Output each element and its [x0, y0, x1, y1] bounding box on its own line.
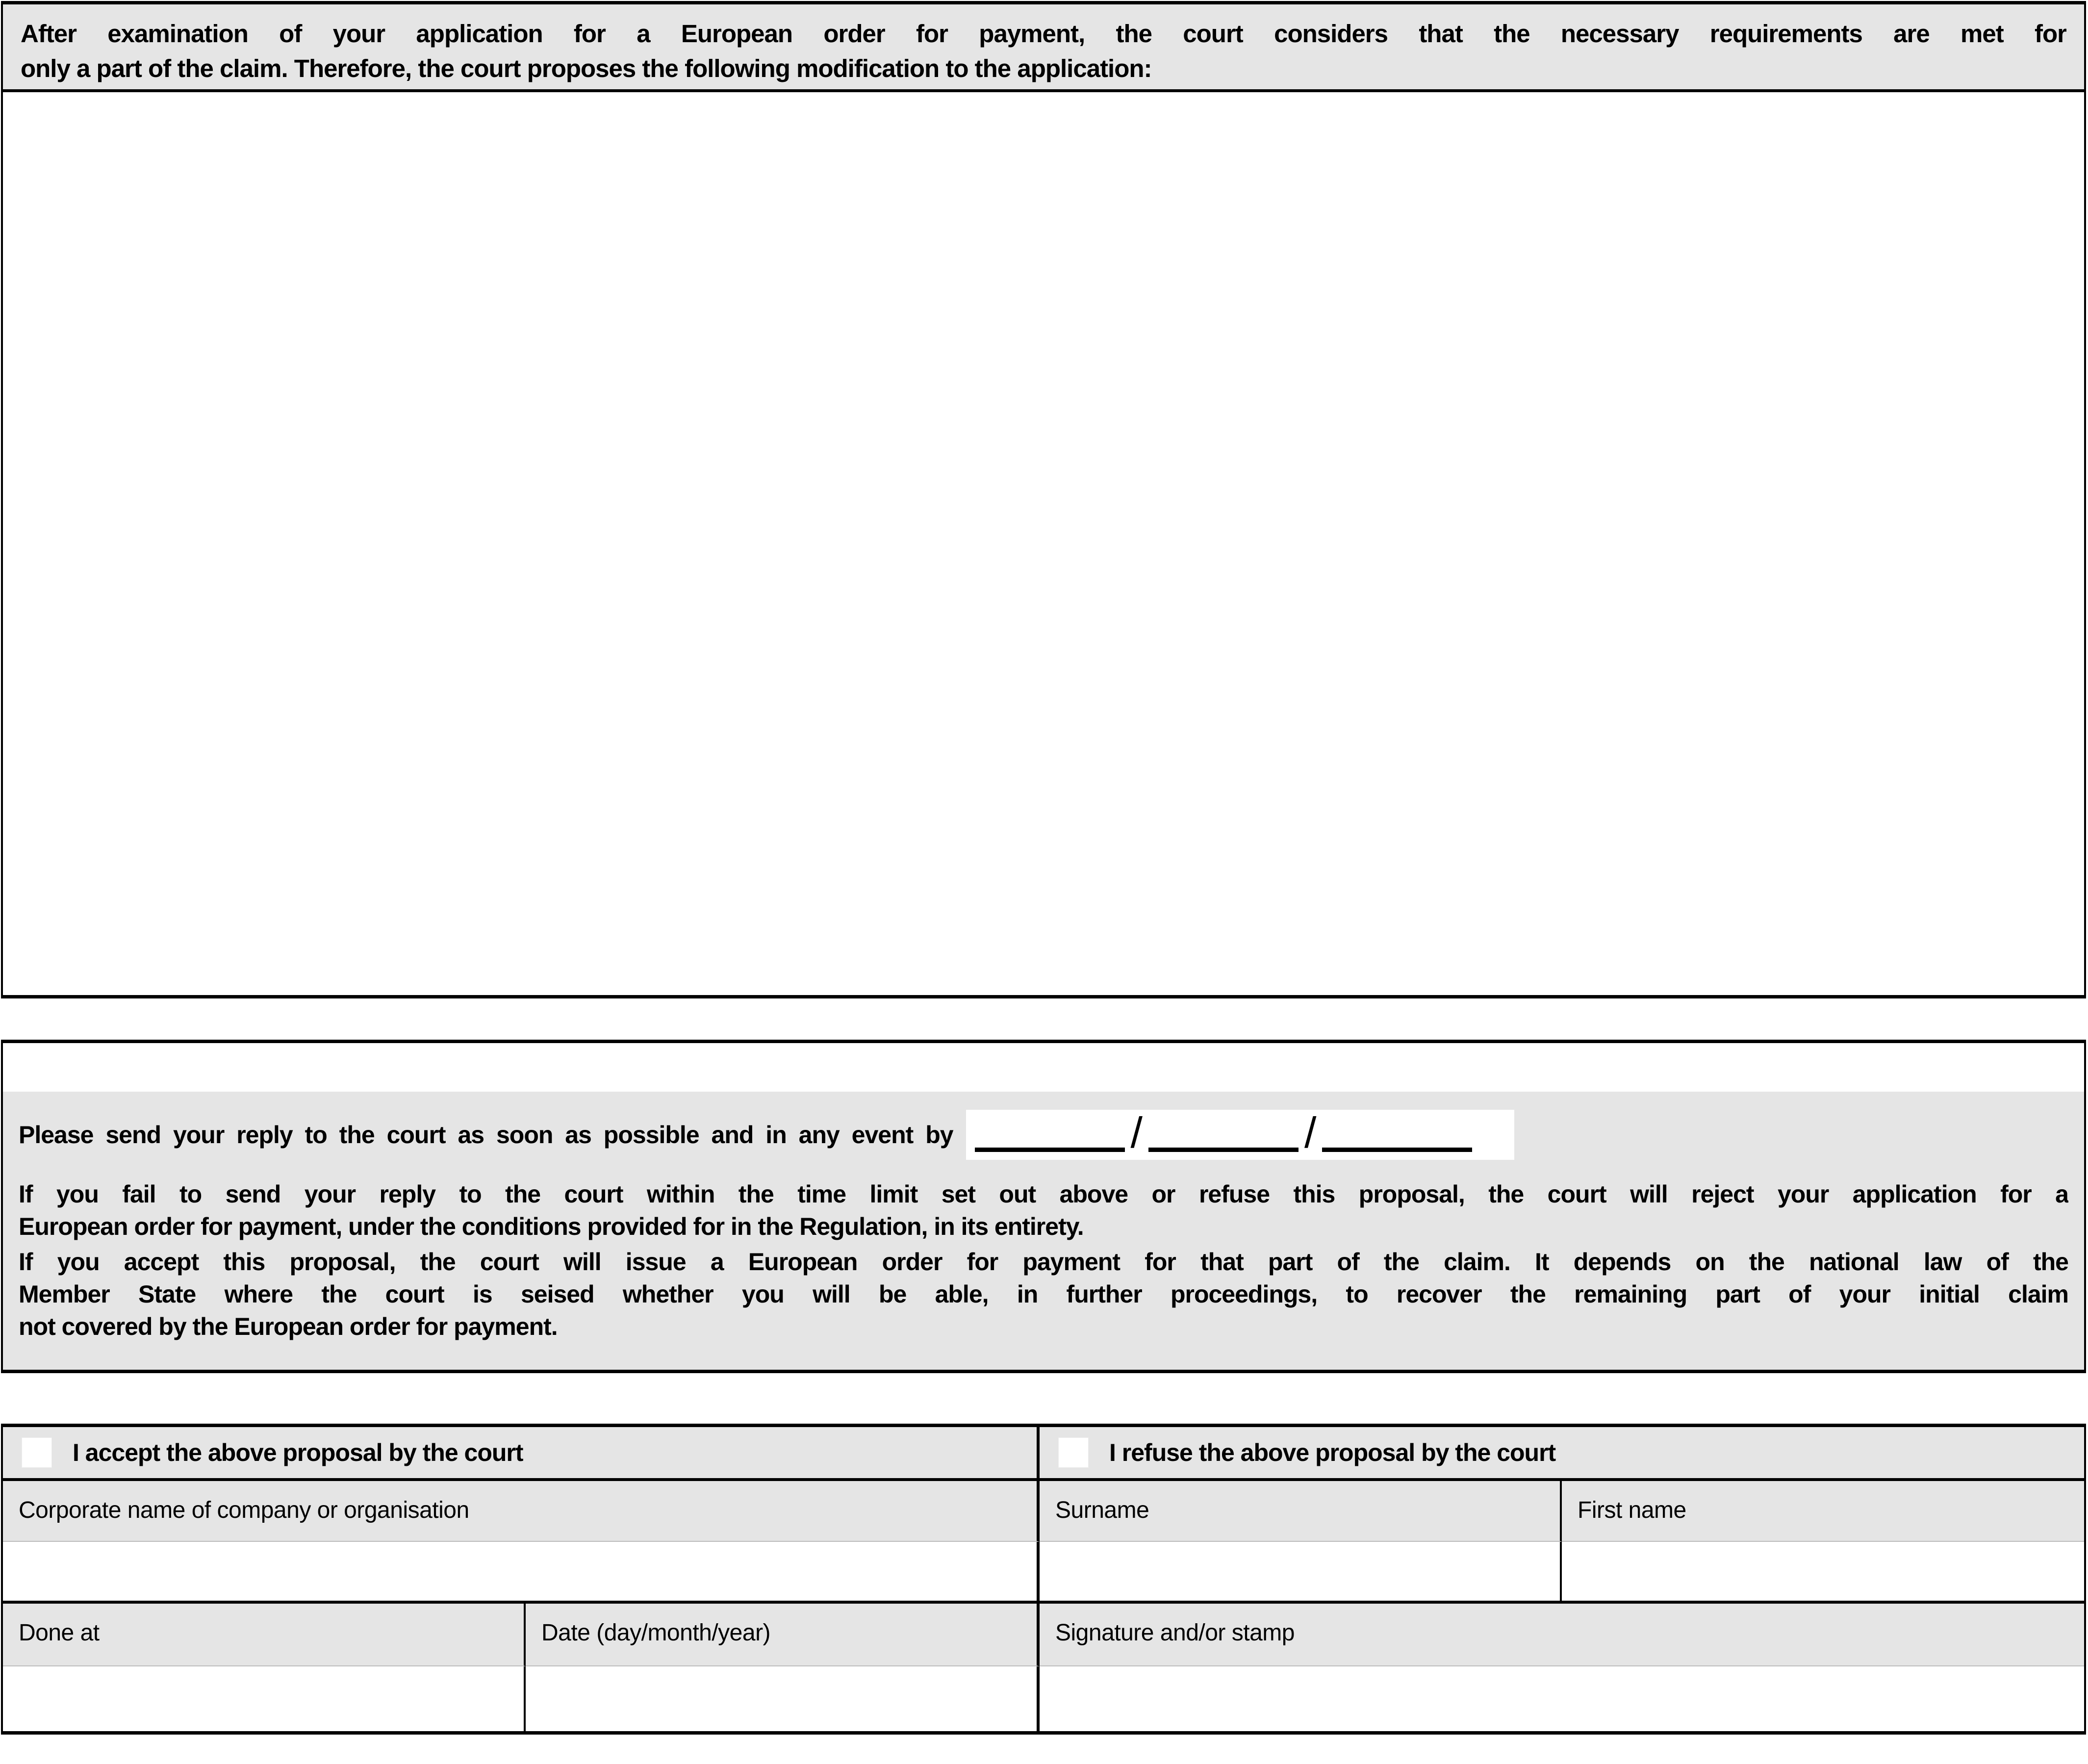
acceptance-consequence-paragraph	[19, 1246, 2068, 1343]
reply-instructions-shaded	[3, 1092, 2084, 1370]
failure-consequence-paragraph	[19, 1178, 2068, 1243]
first-name-input[interactable]	[1562, 1542, 2084, 1604]
corporate-name-input[interactable]	[3, 1542, 1040, 1604]
proposal-header-line2: only a part of the claim. Therefore, the court proposes the following modification to the application:	[21, 54, 1152, 82]
accept-checkbox[interactable]	[22, 1437, 52, 1468]
reply-deadline-text: Please send your reply to the court as soon as possible and in any event by	[19, 1121, 953, 1149]
deadline-day-blank[interactable]	[975, 1147, 1125, 1152]
proposal-header-line1: After examination of your application for a European order for payment, the court considers that the necessary requirements are met for	[21, 20, 2066, 48]
reply-instructions-box	[1, 1040, 2086, 1373]
acceptance-paragraph-line3: not covered by the European order for payment.	[19, 1313, 558, 1340]
surname-input[interactable]	[1040, 1542, 1562, 1604]
reply-deadline-date-field[interactable]	[966, 1110, 1514, 1160]
acceptance-paragraph-line1: If you accept this proposal, the court will issue a European order for payment for that part of the claim. It depends on the national law of the	[19, 1248, 2068, 1276]
proposal-header	[3, 4, 2084, 92]
deadline-month-blank[interactable]	[1148, 1147, 1299, 1152]
reply-box-top-spacer	[3, 1043, 2084, 1092]
refuse-option-cell	[1040, 1427, 2084, 1481]
refuse-label: I refuse the above proposal by the court	[1109, 1439, 1556, 1466]
surname-label: Surname	[1040, 1481, 1562, 1542]
failure-paragraph-line1: If you fail to send your reply to the court within the time limit set out above or refuse this proposal, the court will reject your application for a	[19, 1180, 2068, 1208]
date-input[interactable]	[526, 1666, 1040, 1731]
corporate-name-label: Corporate name of company or organisation	[3, 1481, 1040, 1542]
accept-option-cell	[3, 1427, 1040, 1481]
response-table	[1, 1424, 2086, 1735]
reply-deadline-row	[19, 1109, 2068, 1160]
proposal-box	[1, 1, 2086, 998]
first-name-label: First name	[1562, 1481, 2084, 1542]
failure-paragraph-line2: European order for payment, under the conditions provided for in the Regulation, in its entirety.	[19, 1213, 1084, 1240]
done-at-label: Done at	[3, 1604, 526, 1666]
date-slash-2: /	[1304, 1108, 1317, 1157]
refuse-checkbox[interactable]	[1058, 1437, 1089, 1468]
accept-label: I accept the above proposal by the court	[73, 1439, 523, 1466]
signature-input[interactable]	[1040, 1666, 2084, 1731]
done-at-input[interactable]	[3, 1666, 526, 1731]
signature-label: Signature and/or stamp	[1040, 1604, 2084, 1666]
modification-text-area[interactable]	[3, 92, 2084, 992]
date-label: Date (day/month/year)	[526, 1604, 1040, 1666]
deadline-year-blank[interactable]	[1322, 1147, 1472, 1152]
acceptance-paragraph-line2: Member State where the court is seised whether you will be able, in further proceedings, to recover the remaining part of your initial claim	[19, 1280, 2068, 1308]
date-slash-1: /	[1130, 1108, 1143, 1157]
